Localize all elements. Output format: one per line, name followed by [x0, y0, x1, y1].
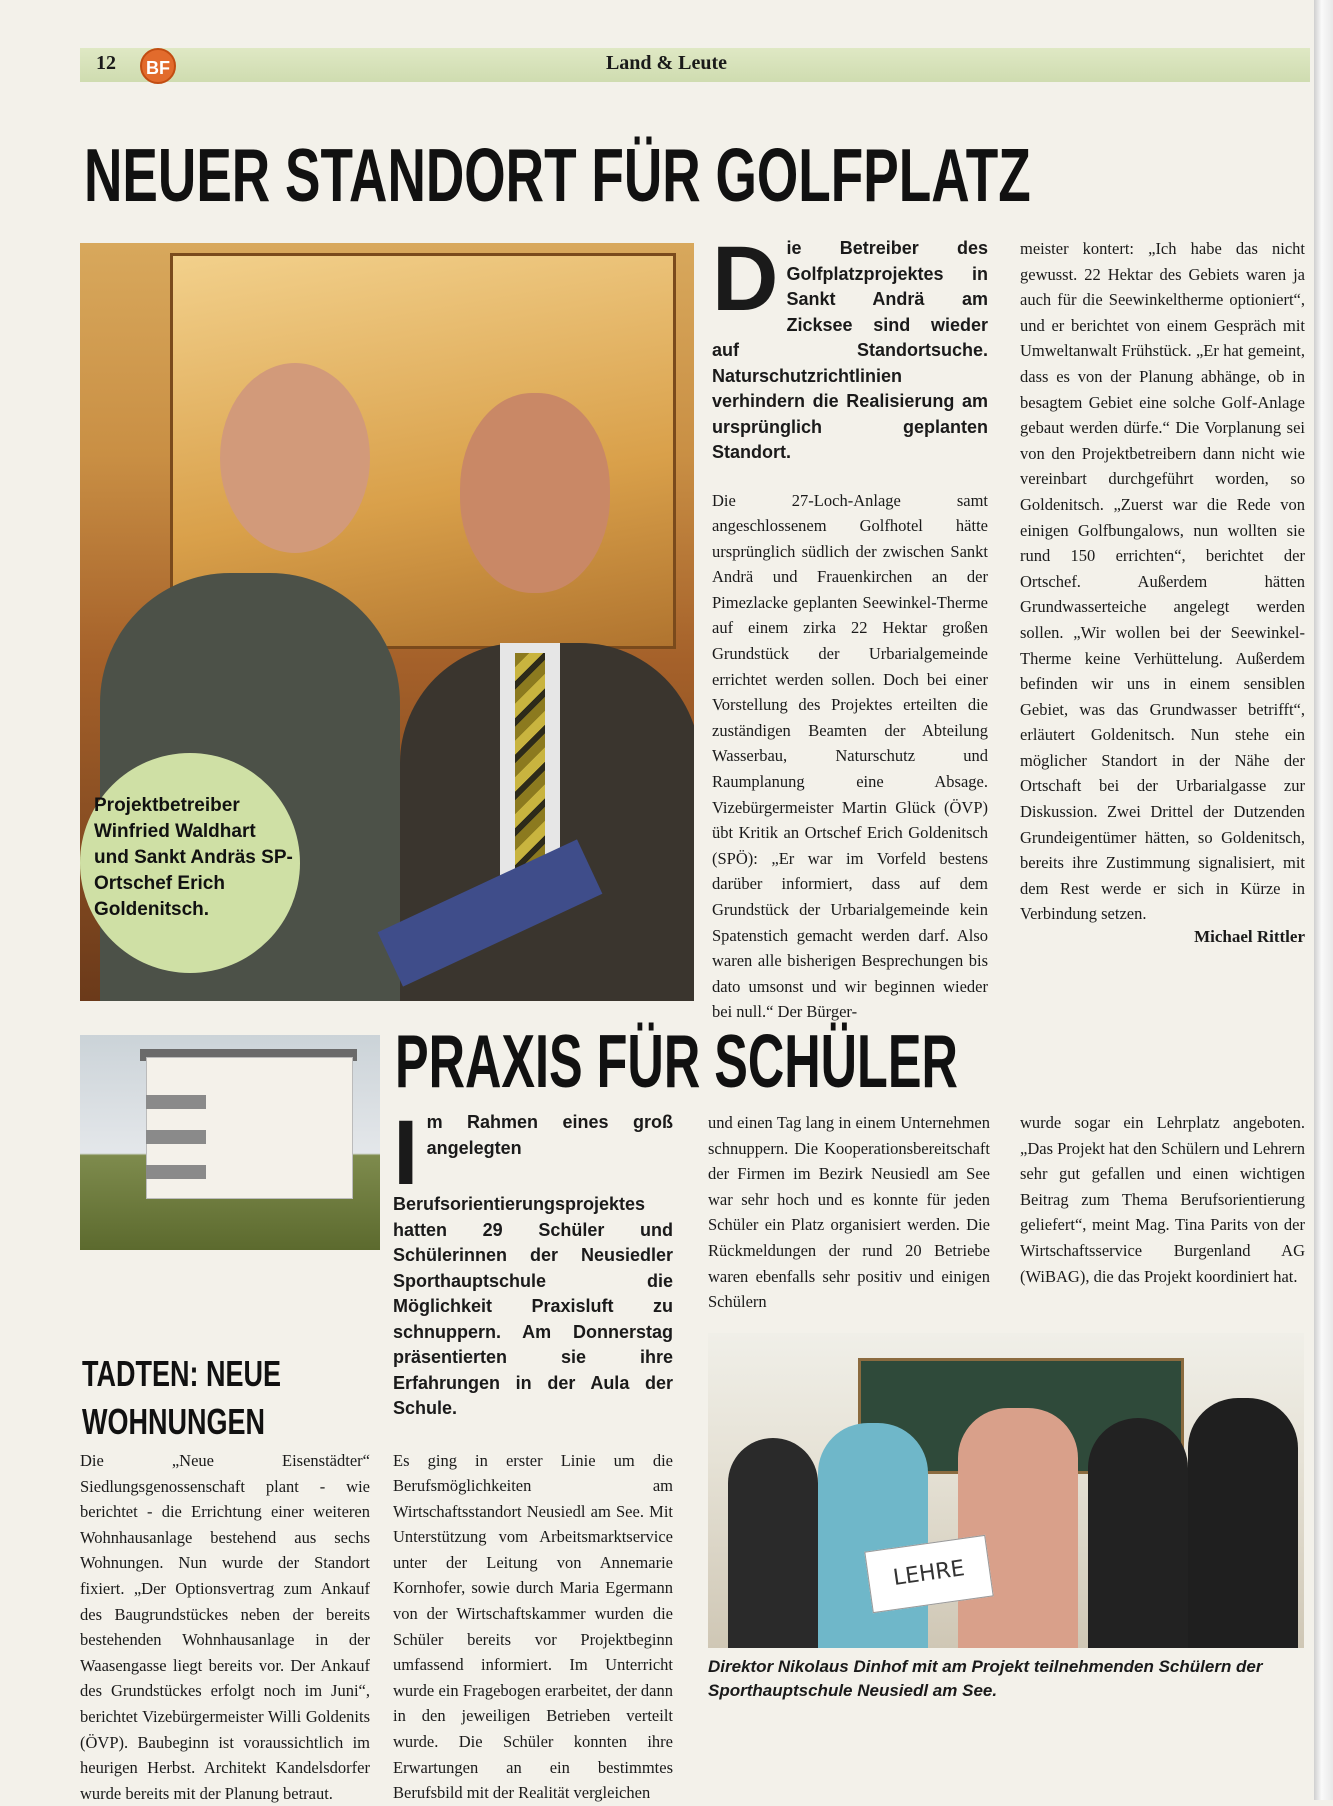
person-waldhart-head: [220, 363, 370, 553]
student: [818, 1423, 928, 1648]
article2-column-1: [393, 1102, 673, 1806]
balcony: [146, 1095, 206, 1109]
balcony: [146, 1130, 206, 1144]
drop-cap: I: [393, 1102, 419, 1204]
article2-body-3: wurde sogar ein Lehrplatz angeboten. „Das Projekt hat den Schülern und Lehrern sehr gut gefallen und einen wichtigen Beitrag zum Thema Berufsorientierung geliefert“, meint Mag. Tina Parits von der Wirtschaftsservice Burgenland AG (WiBAG), die das Projekt koordiniert hat.: [1020, 1113, 1305, 1286]
article1-body-1: Die 27-Loch-Anlage samt angeschlossenem Golfhotel hätte ursprünglich südlich der zwischen Sankt Andrä und Frauenkirchen an der Pimezlacke geplanten Seewinkel-Therme auf einem zirka 22 Hektar großen Grundstück der Urbarialgemeinde errichtet werden sollen. Doch bei einer Vorstellung des Projektes erteilten die zuständigen Beamten der Abteilung Wasserbau, Naturschutz und Raumplanung eine Absage. Vizebürgermeister Martin Glück (ÖVP) übt Kritik an Ortschef Erich Goldenitsch (SPÖ): „Er war im Vorfeld bestens darüber informiert, dass auf dem Grundstück der Urbarialgemeinde kein Spatenstich gemacht werden darf. Also waren alle bisherigen Besprechungen bis dato umsonst und wir beginnen wieder bei null.“ Der Bürger-: [712, 490, 988, 1022]
headline-golfplatz: NEUER STANDORT FÜR GOLFPLATZ: [84, 133, 1031, 218]
article2-body-1: Es ging in erster Linie um die Berufsmöglichkeiten am Wirtschaftsstandort Neusiedl am See. Mit Unterstützung vom Arbeitsmarktservice unter der Leitung von Annemarie Kornhofer, sowie durch Maria Egermann von der Wirtschaftskammer wurden die Schüler bereits vor Projektbeginn umfassend informiert. Im Unterricht wurde ein Fragebogen erarbeitet, der dann in den jeweiligen Betrieben verteilt wurde. Die Schüler konnten ihre Erwartungen an ein bestimmtes Berufsbild mit der Realität vergleichen: [393, 1450, 673, 1803]
byline: Michael Rittler: [1194, 927, 1305, 947]
photo-caption: Projektbetreiber Winfried Waldhart und Sankt Andräs SP-Ortschef Erich Goldenitsch.: [94, 795, 293, 920]
article1-column-2: [1020, 236, 1305, 947]
drop-cap: D: [712, 228, 779, 330]
article1-lead: Die Betreiber des Golfplatzprojektes in Sankt Andrä am Zicksee sind wieder auf Standortsuche. Naturschutzrichtlinien verhindern die Realisierung am ursprünglich geplanten Standort.: [712, 228, 988, 462]
student: [728, 1438, 818, 1648]
student: [1088, 1418, 1188, 1648]
article3-body: Die „Neue Eisenstädter“ Siedlungsgenossenschaft plant - wie berichtet - die Errichtung einer weiteren Wohnhausanlage bestehend aus sechs Wohnungen. Nun wurde der Standort fixiert. „Der Optionsvertrag zum Ankauf des Baugrundstückes neben der bereits bestehenden Wohnhausanlage in der Waasengasse liegt bereits vor. Der Ankauf des Grundstückes erfolgt noch im Juni“, berichtet Vizebürgermeister Willi Goldenits (ÖVP). Baubeginn ist voraussichtlich im heurigen Herbst. Architekt Kandelsdorfer wurde bereits mit der Planung betraut.: [80, 1451, 370, 1803]
golf-photo: [80, 243, 694, 1001]
section-title: Land & Leute: [605, 52, 728, 74]
person-goldenitsch-head: [460, 393, 610, 593]
headline-praxis: PRAXIS FÜR SCHÜLER: [395, 1019, 958, 1104]
lehre-sign: LEHRE: [864, 1535, 993, 1613]
student: [958, 1408, 1078, 1648]
headline-tadten: TADTEN: NEUE WOHNUNGEN: [82, 1353, 281, 1442]
article2-body-2: und einen Tag lang in einem Unternehmen schnuppern. Die Kooperationsbereitschaft der Firmen im Bezirk Neusiedl am See war sehr hoch und es konnte für jeden Schüler ein Platz organisiert werden. Die Rückmeldungen der rund 20 Betriebe waren ebenfalls sehr positiv und einigen Schülern: [708, 1113, 990, 1312]
publication-logo: BF: [140, 48, 176, 84]
director: [1188, 1398, 1298, 1648]
balcony: [146, 1165, 206, 1179]
page-number: 12: [96, 52, 116, 74]
photo-caption-bubble: [80, 753, 300, 973]
apartment-building-photo: [80, 1035, 380, 1250]
students-photo-caption: Direktor Nikolaus Dinhof mit am Projekt teilnehmenden Schülern der Sporthauptschule Neusiedl am See.: [708, 1657, 1263, 1700]
students-photo: [708, 1333, 1304, 1648]
article1-body-2: meister kontert: „Ich habe das nicht gewusst. 22 Hektar des Gebiets waren ja auch für die Seewinkeltherme optioniert“, und er berichtet von einem Gespräch mit Umweltanwalt Frühstück. „Er hat gemeint, dass es von der Planung abhänge, ob in besagtem Gebiet eine solche Golf-Anlage gebaut werden dürfe.“ Die Vorplanung sei von den Projektbetreibern dann nicht wie vereinbart durchgeführt worden, so Goldenitsch. „Zuerst war die Rede von einigen Golfbungalows, nun wollten sie rund 150 errichten“, berichtet der Ortschef. Außerdem hätten Grundwasserteiche angelegt werden sollen. „Wir wollen bei der Seewinkel-Therme keine Verhüttelung. Außerdem befinden wir uns in einem sensiblen Gebiet, was das Grundwasser betrifft“, erläutert Goldenitsch. Nun stehe ein möglicher Standort in der Nähe der Ortschaft bei der Urbarialgasse zur Diskussion. Zwei Drittel der Dutzenden Grundeigentümer hätten, so Goldenitsch, bereits ihre Zustimmung signalisiert, mit dem Rest werde er sich in Kürze in Verbindung setzen.: [1020, 239, 1305, 924]
article1-column-1: [712, 228, 988, 1025]
article2-lead: Im Rahmen eines groß angelegten Berufsorientierungsprojektes hatten 29 Schüler und Schülerinnen der Neusiedler Sporthauptschule die Möglichkeit Praxisluft zu schnuppern. Am Donnerstag präsentierten sie ihre Erfahrungen in der Aula der Schule.: [393, 1102, 673, 1418]
page-edge: [1314, 0, 1333, 1800]
